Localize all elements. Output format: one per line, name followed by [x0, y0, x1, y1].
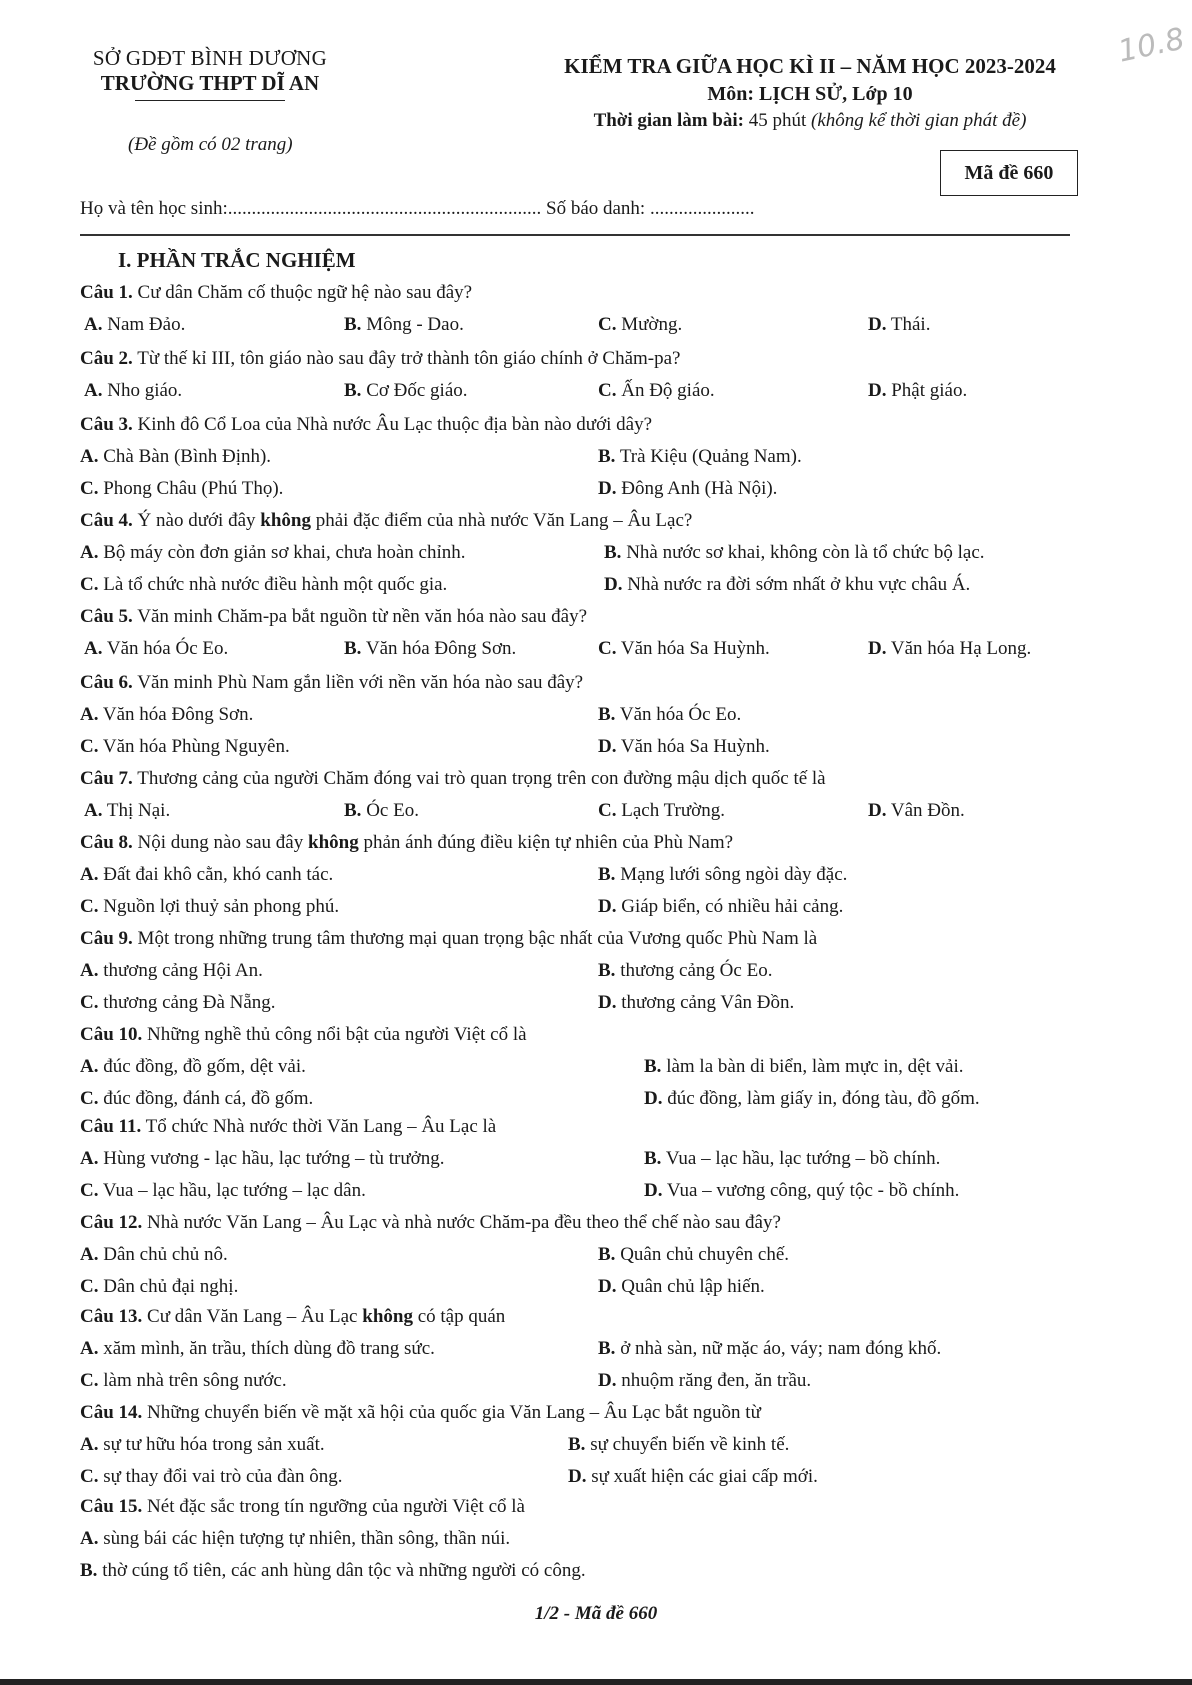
option-a — [80, 960, 263, 982]
question-stem-12 — [80, 1212, 781, 1234]
question-label: Câu 1. — [80, 282, 133, 303]
option-a — [80, 1434, 325, 1456]
bottom-border — [0, 1679, 1192, 1685]
option-text: Là tổ chức nhà nước điều hành một quốc gia. — [98, 574, 448, 595]
option-text: Quân chủ chuyên chế. — [615, 1244, 790, 1265]
question-text-before: Nội dung nào sau đây — [137, 832, 304, 853]
option-a — [80, 1338, 435, 1360]
exam-header — [510, 54, 1110, 132]
question-stem-7 — [80, 768, 826, 790]
option-letter: B. — [344, 800, 362, 821]
option-text: Mường. — [616, 314, 683, 335]
option-a — [80, 704, 253, 726]
option-letter: A. — [80, 1528, 99, 1549]
option-letter: D. — [868, 638, 887, 659]
option-text: ở nhà sàn, nữ mặc áo, váy; nam đóng khố. — [615, 1338, 942, 1359]
option-text: Nhà nước ra đời sớm nhất ở khu vực châu Á. — [622, 574, 971, 595]
question-stem-4 — [80, 510, 692, 532]
option-d — [598, 1276, 765, 1298]
option-letter: C. — [80, 478, 99, 499]
question-emphasis: không — [308, 832, 359, 853]
option-b — [344, 638, 516, 660]
question-text: Cư dân Chăm cố thuộc ngữ hệ nào sau đây? — [137, 282, 473, 303]
option-text: Phật giáo. — [886, 380, 968, 401]
option-text: Văn hóa Hạ Long. — [886, 638, 1032, 659]
option-letter: A. — [84, 380, 103, 401]
question-label: Câu 13. — [80, 1306, 143, 1327]
question-text: Một trong những trung tâm thương mại quan trọng bậc nhất của Vương quốc Phù Nam là — [137, 928, 818, 949]
option-b — [598, 864, 847, 886]
option-c — [80, 736, 290, 758]
option-text: Nho giáo. — [102, 380, 183, 401]
option-text: Đất đai khô cằn, khó canh tác. — [98, 864, 334, 885]
question-text-after: phản ánh đúng điều kiện tự nhiên của Phù Nam? — [363, 832, 734, 853]
option-text: Văn hóa Đông Sơn. — [98, 704, 254, 725]
option-letter: A. — [80, 446, 99, 467]
option-letter: C. — [598, 314, 617, 335]
option-text: nhuộm răng đen, ăn trầu. — [616, 1370, 812, 1391]
option-d — [598, 736, 770, 758]
option-text: Phong Châu (Phú Thọ). — [98, 478, 284, 499]
option-letter: B. — [644, 1148, 662, 1169]
time-label: Thời gian làm bài: — [593, 110, 744, 131]
option-letter: A. — [84, 800, 103, 821]
option-c — [598, 800, 725, 822]
question-text: Kinh đô Cổ Loa của Nhà nước Âu Lạc thuộc địa bàn nào dưới dây? — [137, 414, 653, 435]
option-text: Nhà nước sơ khai, không còn là tổ chức bộ lạc. — [621, 542, 985, 563]
option-letter: A. — [80, 864, 99, 885]
option-text: Quân chủ lập hiến. — [616, 1276, 765, 1297]
option-d — [644, 1088, 980, 1110]
option-letter: D. — [644, 1180, 663, 1201]
question-stem-15 — [80, 1496, 525, 1518]
option-letter: B. — [598, 864, 616, 885]
option-text: sự thay đổi vai trò của đàn ông. — [98, 1466, 343, 1487]
option-c — [80, 992, 276, 1014]
option-text: Nguồn lợi thuỷ sản phong phú. — [98, 896, 340, 917]
option-b — [598, 1244, 789, 1266]
handwritten-score: 10.8 — [1115, 21, 1188, 70]
option-text: Vua – lạc hầu, lạc tướng – bồ chính. — [661, 1148, 941, 1169]
option-text: Thái. — [886, 314, 931, 335]
question-stem-9 — [80, 928, 817, 950]
option-a — [84, 380, 182, 402]
option-text: Óc Eo. — [361, 800, 419, 821]
option-letter: C. — [80, 736, 99, 757]
option-text: Văn hóa Óc Eo. — [615, 704, 742, 725]
option-c — [598, 380, 715, 402]
question-stem-3 — [80, 414, 652, 436]
question-label: Câu 11. — [80, 1116, 142, 1137]
option-letter: D. — [598, 992, 617, 1013]
option-text: Văn hóa Phùng Nguyên. — [98, 736, 290, 757]
option-letter: B. — [598, 960, 616, 981]
question-label: Câu 12. — [80, 1212, 143, 1233]
option-d — [868, 380, 967, 402]
option-d — [598, 896, 843, 918]
page-footer: 1/2 - Mã đề 660 — [534, 1603, 658, 1624]
question-text: Từ thế kỉ III, tôn giáo nào sau đây trở thành tôn giáo chính ở Chăm-pa? — [137, 348, 681, 369]
option-letter: C. — [80, 992, 99, 1013]
option-text: Vua – lạc hầu, lạc tướng – lạc dân. — [98, 1180, 366, 1201]
option-letter: A. — [80, 542, 99, 563]
option-c — [80, 1276, 238, 1298]
option-text: Ấn Độ giáo. — [616, 380, 715, 401]
option-letter: A. — [80, 1056, 99, 1077]
option-c — [80, 1180, 366, 1202]
option-text: sự tư hữu hóa trong sản xuất. — [98, 1434, 325, 1455]
question-label: Câu 15. — [80, 1496, 143, 1517]
option-a — [80, 542, 466, 564]
school-name: TRƯỜNG THPT DĨ AN — [100, 71, 320, 95]
option-letter: D. — [644, 1088, 663, 1109]
option-letter: B. — [568, 1434, 586, 1455]
question-stem-14 — [80, 1402, 761, 1424]
option-c — [80, 478, 283, 500]
option-letter: C. — [80, 1180, 99, 1201]
option-text: thương cảng Đà Nẵng. — [98, 992, 276, 1013]
question-text: Thương cảng của người Chăm đóng vai trò quan trọng trên con đường mậu dịch quốc tế là — [137, 768, 826, 789]
question-stem-6 — [80, 672, 583, 694]
option-b — [644, 1148, 940, 1170]
option-d — [868, 800, 965, 822]
option-text: Văn hóa Óc Eo. — [102, 638, 229, 659]
option-letter: B. — [344, 380, 362, 401]
option-text: Dân chủ đại nghị. — [98, 1276, 239, 1297]
option-d — [568, 1466, 818, 1488]
option-letter: A. — [80, 704, 99, 725]
option-letter: D. — [868, 380, 887, 401]
option-c — [598, 314, 682, 336]
option-c — [80, 896, 339, 918]
option-text: Văn hóa Sa Huỳnh. — [616, 638, 770, 659]
header-divider — [80, 234, 1070, 236]
option-letter: C. — [598, 380, 617, 401]
exam-subject: Môn: LỊCH SỬ, Lớp 10 — [707, 83, 913, 105]
option-text: xăm mình, ăn trầu, thích dùng đồ trang sức. — [98, 1338, 435, 1359]
option-c — [80, 574, 447, 596]
option-letter: B. — [598, 704, 616, 725]
question-stem-1 — [80, 282, 472, 304]
option-b — [598, 960, 772, 982]
exam-time — [510, 110, 1110, 132]
option-a — [84, 314, 185, 336]
question-label: Câu 7. — [80, 768, 133, 789]
option-text: Chà Bàn (Bình Định). — [98, 446, 272, 467]
question-label: Câu 6. — [80, 672, 133, 693]
option-text: Văn hóa Sa Huỳnh. — [616, 736, 770, 757]
question-text-after: có tập quán — [417, 1306, 506, 1327]
option-text: Vân Đồn. — [886, 800, 965, 821]
option-a — [80, 1056, 306, 1078]
option-d — [644, 1180, 959, 1202]
option-text: đúc đồng, đồ gốm, dệt vải. — [98, 1056, 306, 1077]
question-text: Những chuyển biến về mặt xã hội của quốc gia Văn Lang – Âu Lạc bắt nguồn từ — [147, 1402, 761, 1423]
option-text: đúc đồng, đánh cá, đồ gốm. — [98, 1088, 314, 1109]
option-text: thương cảng Óc Eo. — [615, 960, 773, 981]
option-c — [80, 1370, 287, 1392]
question-label: Câu 8. — [80, 832, 133, 853]
option-text: thờ cúng tổ tiên, các anh hùng dân tộc và những người có công. — [97, 1560, 586, 1581]
option-letter: C. — [80, 896, 99, 917]
option-letter: A. — [80, 1434, 99, 1455]
option-letter: A. — [80, 960, 99, 981]
option-b — [344, 800, 419, 822]
option-letter: A. — [80, 1338, 99, 1359]
option-text: thương cảng Hội An. — [98, 960, 263, 981]
option-d — [868, 314, 930, 336]
option-d — [598, 1370, 811, 1392]
option-letter: B. — [344, 638, 362, 659]
option-text: Mông - Dao. — [361, 314, 464, 335]
option-text: Lạch Trường. — [616, 800, 725, 821]
option-letter: D. — [598, 478, 617, 499]
question-text: Tổ chức Nhà nước thời Văn Lang – Âu Lạc là — [145, 1116, 497, 1137]
question-text: Nét đặc sắc trong tín ngưỡng của người Việt cổ là — [147, 1496, 525, 1517]
option-letter: B. — [604, 542, 622, 563]
question-label: Câu 9. — [80, 928, 133, 949]
question-label: Câu 10. — [80, 1024, 143, 1045]
option-text: Bộ máy còn đơn giản sơ khai, chưa hoàn chỉnh. — [98, 542, 466, 563]
option-text: Đông Anh (Hà Nội). — [616, 478, 778, 499]
option-b — [568, 1434, 789, 1456]
option-letter: D. — [598, 736, 617, 757]
question-stem-2 — [80, 348, 680, 370]
option-letter: A. — [80, 1148, 99, 1169]
question-label: Câu 2. — [80, 348, 133, 369]
option-text: Trà Kiệu (Quảng Nam). — [615, 446, 802, 467]
option-letter: C. — [598, 638, 617, 659]
question-text: Nhà nước Văn Lang – Âu Lạc và nhà nước Chăm-pa đều theo thể chế nào sau đây? — [147, 1212, 781, 1233]
question-emphasis: không — [362, 1306, 413, 1327]
option-letter: A. — [84, 638, 103, 659]
option-a — [80, 446, 271, 468]
option-text: đúc đồng, làm giấy in, đóng tàu, đồ gốm. — [662, 1088, 980, 1109]
option-a — [80, 1528, 510, 1550]
question-stem-11 — [80, 1116, 496, 1138]
option-text: Thị Nại. — [102, 800, 171, 821]
option-letter: B. — [598, 446, 616, 467]
question-label: Câu 3. — [80, 414, 133, 435]
question-text: Văn minh Phù Nam gắn liền với nền văn hóa nào sau đây? — [137, 672, 584, 693]
department-name: SỞ GDĐT BÌNH DƯƠNG — [92, 46, 328, 70]
option-letter: D. — [868, 800, 887, 821]
option-text: sự chuyển biến về kinh tế. — [585, 1434, 790, 1455]
question-stem-10 — [80, 1024, 527, 1046]
option-b — [344, 380, 468, 402]
option-text: làm la bàn di biển, làm mực in, dệt vải. — [661, 1056, 964, 1077]
option-letter: B. — [644, 1056, 662, 1077]
option-letter: D. — [868, 314, 887, 335]
option-a — [84, 800, 170, 822]
option-text: sùng bái các hiện tượng tự nhiên, thần sông, thần núi. — [98, 1528, 511, 1549]
option-text: thương cảng Vân Đồn. — [616, 992, 795, 1013]
option-letter: B. — [80, 1560, 98, 1581]
option-letter: D. — [598, 896, 617, 917]
question-stem-13 — [80, 1306, 505, 1328]
option-b — [644, 1056, 964, 1078]
option-letter: D. — [598, 1370, 617, 1391]
option-b — [80, 1560, 586, 1582]
school-header — [80, 46, 340, 101]
question-text-before: Cư dân Văn Lang – Âu Lạc — [147, 1306, 358, 1327]
option-c — [80, 1466, 343, 1488]
option-letter: B. — [598, 1338, 616, 1359]
question-stem-5 — [80, 606, 587, 628]
option-d — [604, 574, 970, 596]
option-c — [598, 638, 770, 660]
question-label: Câu 4. — [80, 510, 133, 531]
option-letter: D. — [604, 574, 623, 595]
exam-title: KIỂM TRA GIỮA HỌC KÌ II – NĂM HỌC 2023-2024 — [564, 54, 1056, 78]
option-letter: A. — [80, 1244, 99, 1265]
option-letter: B. — [344, 314, 362, 335]
option-letter: D. — [598, 1276, 617, 1297]
option-b — [598, 446, 802, 468]
option-text: Giáp biển, có nhiều hải cảng. — [616, 896, 844, 917]
question-text-before: Ý nào dưới đây — [137, 510, 256, 531]
option-a — [84, 638, 228, 660]
question-text-after: phải đặc điểm của nhà nước Văn Lang – Âu Lạc? — [315, 510, 693, 531]
option-letter: C. — [80, 1276, 99, 1297]
question-text: Văn minh Chăm-pa bắt nguồn từ nền văn hóa nào sau đây? — [137, 606, 588, 627]
option-text: Hùng vương - lạc hầu, lạc tướng – tù trưởng. — [98, 1148, 445, 1169]
pages-note: (Đề gồm có 02 trang) — [128, 134, 293, 155]
question-label: Câu 14. — [80, 1402, 143, 1423]
section-title: I. PHẦN TRẮC NGHIỆM — [118, 248, 356, 272]
option-b — [598, 1338, 941, 1360]
option-text: làm nhà trên sông nước. — [98, 1370, 287, 1391]
time-note: (không kể thời gian phát đề) — [811, 110, 1027, 131]
option-d — [598, 478, 777, 500]
option-letter: C. — [80, 1088, 99, 1109]
option-letter: C. — [80, 574, 99, 595]
question-emphasis: không — [260, 510, 311, 531]
option-text: Văn hóa Đông Sơn. — [361, 638, 517, 659]
option-letter: B. — [598, 1244, 616, 1265]
option-letter: A. — [84, 314, 103, 335]
option-d — [868, 638, 1031, 660]
question-label: Câu 5. — [80, 606, 133, 627]
option-text: Vua – vương công, quý tộc - bồ chính. — [662, 1180, 960, 1201]
option-letter: C. — [598, 800, 617, 821]
time-value: 45 phút — [748, 110, 807, 131]
question-text: Những nghề thủ công nổi bật của người Việt cổ là — [147, 1024, 527, 1045]
option-b — [604, 542, 985, 564]
option-a — [80, 1244, 228, 1266]
question-stem-8 — [80, 832, 733, 854]
student-info-line: Họ và tên học sinh:.................................................................. Số báo danh: ...................... — [80, 198, 755, 219]
option-a — [80, 864, 333, 886]
option-c — [80, 1088, 313, 1110]
option-a — [80, 1148, 444, 1170]
option-letter: C. — [80, 1370, 99, 1391]
option-b — [344, 314, 464, 336]
option-b — [598, 704, 741, 726]
option-text: Dân chủ chủ nô. — [98, 1244, 228, 1265]
option-letter: D. — [568, 1466, 587, 1487]
option-d — [598, 992, 794, 1014]
option-text: sự xuất hiện các giai cấp mới. — [586, 1466, 818, 1487]
option-text: Nam Đảo. — [102, 314, 186, 335]
school-underline — [135, 100, 285, 101]
option-text: Cơ Đốc giáo. — [361, 380, 468, 401]
option-text: Mạng lưới sông ngòi dày đặc. — [615, 864, 848, 885]
option-letter: C. — [80, 1466, 99, 1487]
exam-code-box: Mã đề 660 — [940, 150, 1078, 196]
